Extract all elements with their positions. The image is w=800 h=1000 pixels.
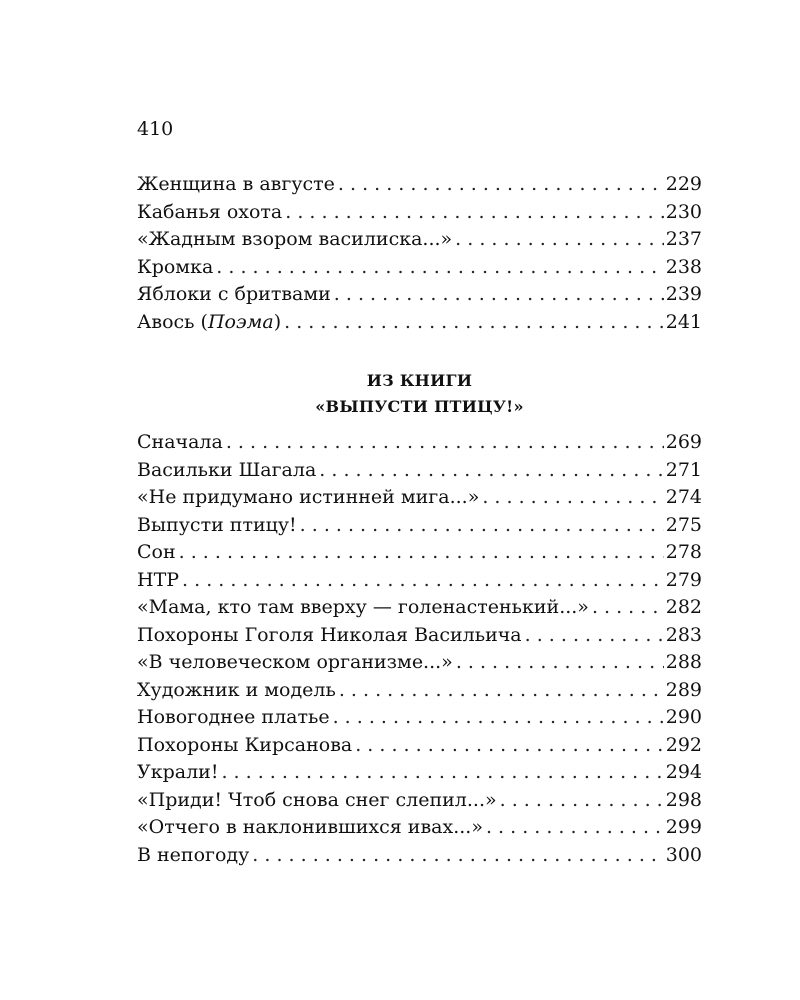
toc-entry — [137, 226, 702, 254]
toc-dot-leader — [179, 539, 664, 567]
toc-entry — [137, 677, 702, 705]
toc-entry-page: 289 — [665, 678, 702, 701]
toc-entry — [137, 814, 702, 842]
toc-entry-page: 282 — [665, 596, 702, 618]
toc-list-second — [137, 429, 702, 869]
toc-entry-title: Яблоки с бритвами — [137, 283, 331, 305]
toc-entry — [137, 842, 702, 870]
toc-dot-leader — [500, 787, 664, 815]
toc-entry — [137, 484, 702, 512]
toc-entry — [137, 512, 702, 540]
toc-entry-page: 237 — [665, 228, 702, 250]
toc-entry-title: Художник и модель — [137, 678, 336, 701]
toc-entry-page: 288 — [665, 651, 702, 673]
toc-entry-page: 298 — [665, 788, 702, 811]
toc-dot-leader — [221, 759, 663, 787]
toc-dot-leader — [456, 649, 664, 677]
toc-entry-title: Выпусти птицу! — [137, 513, 297, 536]
toc-entry — [137, 254, 702, 282]
toc-dot-leader — [486, 814, 664, 842]
toc-entry-title: В непогоду — [137, 843, 250, 866]
toc-entry-title: «Мама, кто там вверху — голенастенький...» — [137, 596, 589, 618]
toc-entry-page: 299 — [665, 816, 702, 838]
section-heading — [137, 368, 702, 420]
toc-entry — [137, 594, 702, 622]
section-heading-line: ИЗ КНИГИ — [366, 371, 473, 390]
toc-dot-leader — [182, 567, 664, 595]
toc-entry — [137, 429, 702, 457]
toc-entry-title: Женщина в августе — [137, 173, 335, 195]
toc-entry — [137, 704, 702, 732]
toc-dot-leader — [252, 842, 663, 870]
toc-entry — [137, 567, 702, 595]
toc-entry-page: 238 — [665, 255, 702, 278]
section-heading-book-title: «ВЫПУСТИ ПТИЦУ!» — [315, 397, 524, 416]
toc-entry-page: 294 — [665, 761, 702, 783]
toc-entry — [137, 199, 702, 227]
toc-entry-title-part: Авось ( — [137, 310, 208, 333]
toc-entry-title: Похороны Гоголя Николая Васильича — [137, 623, 522, 646]
toc-dot-leader — [592, 594, 664, 622]
toc-entry-page: 239 — [665, 283, 702, 305]
toc-entry — [137, 759, 702, 787]
toc-entry-title: «Отчего в наклонившихся ивах...» — [137, 816, 483, 838]
toc-entry-title: Васильки Шагала — [137, 458, 317, 481]
toc-dot-leader — [338, 171, 664, 199]
toc-entry-page: 271 — [665, 458, 702, 481]
toc-entry-page: 230 — [665, 200, 702, 223]
toc-entry-title: Кромка — [137, 255, 214, 278]
toc-entry-title: Похороны Кирсанова — [137, 733, 353, 756]
toc-dot-leader — [300, 512, 664, 540]
toc-entry-title: «Жадным взором василиска...» — [137, 228, 453, 250]
toc-entry-title — [137, 309, 281, 337]
toc-dot-leader — [284, 309, 664, 337]
toc-entry — [137, 649, 702, 677]
toc-entry-title: Кабанья охота — [137, 200, 283, 223]
toc-entry-title: «Приди! Чтоб снова снег слепил...» — [137, 788, 497, 811]
toc-dot-leader — [334, 281, 664, 309]
toc-dot-leader — [525, 622, 664, 650]
toc-entry-page: 292 — [665, 733, 702, 756]
toc-entry — [137, 309, 702, 337]
toc-entry — [137, 281, 702, 309]
toc-dot-leader — [339, 677, 664, 705]
toc-entry-page: 274 — [665, 486, 702, 508]
toc-dot-leader — [333, 704, 664, 732]
toc-entry-page: 278 — [665, 541, 702, 563]
toc-entry-title-italic: Поэма — [207, 310, 274, 333]
toc-dot-leader — [285, 199, 663, 227]
toc-dot-leader — [216, 254, 663, 282]
toc-list-first — [137, 171, 702, 336]
toc-entry-page: 300 — [665, 843, 702, 866]
toc-entry-title: Сначала — [137, 431, 223, 453]
toc-entry — [137, 787, 702, 815]
toc-entry-page: 229 — [665, 173, 702, 195]
toc-dot-leader — [355, 732, 664, 760]
toc-dot-leader — [455, 226, 664, 254]
toc-entry-page: 269 — [665, 431, 702, 453]
toc-entry-page: 283 — [665, 623, 702, 646]
toc-entry-page: 275 — [665, 513, 702, 536]
toc-entry — [137, 457, 702, 485]
toc-dot-leader — [482, 484, 663, 512]
toc-entry-title: Сон — [137, 541, 176, 563]
toc-dot-leader — [319, 457, 663, 485]
toc-entry-title-part: ) — [273, 310, 282, 333]
toc-entry-title: «Не придумано истинней мига...» — [137, 486, 480, 508]
toc-entry — [137, 622, 702, 650]
toc-entry — [137, 732, 702, 760]
toc-entry-page: 279 — [665, 568, 702, 591]
toc-entry — [137, 171, 702, 199]
toc-entry-title: Украли! — [137, 761, 219, 783]
toc-dot-leader — [226, 429, 664, 457]
toc-entry-title: Новогоднее платье — [137, 706, 330, 728]
toc-entry-page: 290 — [665, 706, 702, 728]
toc-entry-title: НТР — [137, 568, 180, 591]
toc-entry-title: «В человеческом организме...» — [137, 651, 453, 673]
toc-entry-page: 241 — [665, 310, 702, 333]
toc-entry — [137, 539, 702, 567]
page-number: 410 — [137, 118, 174, 140]
